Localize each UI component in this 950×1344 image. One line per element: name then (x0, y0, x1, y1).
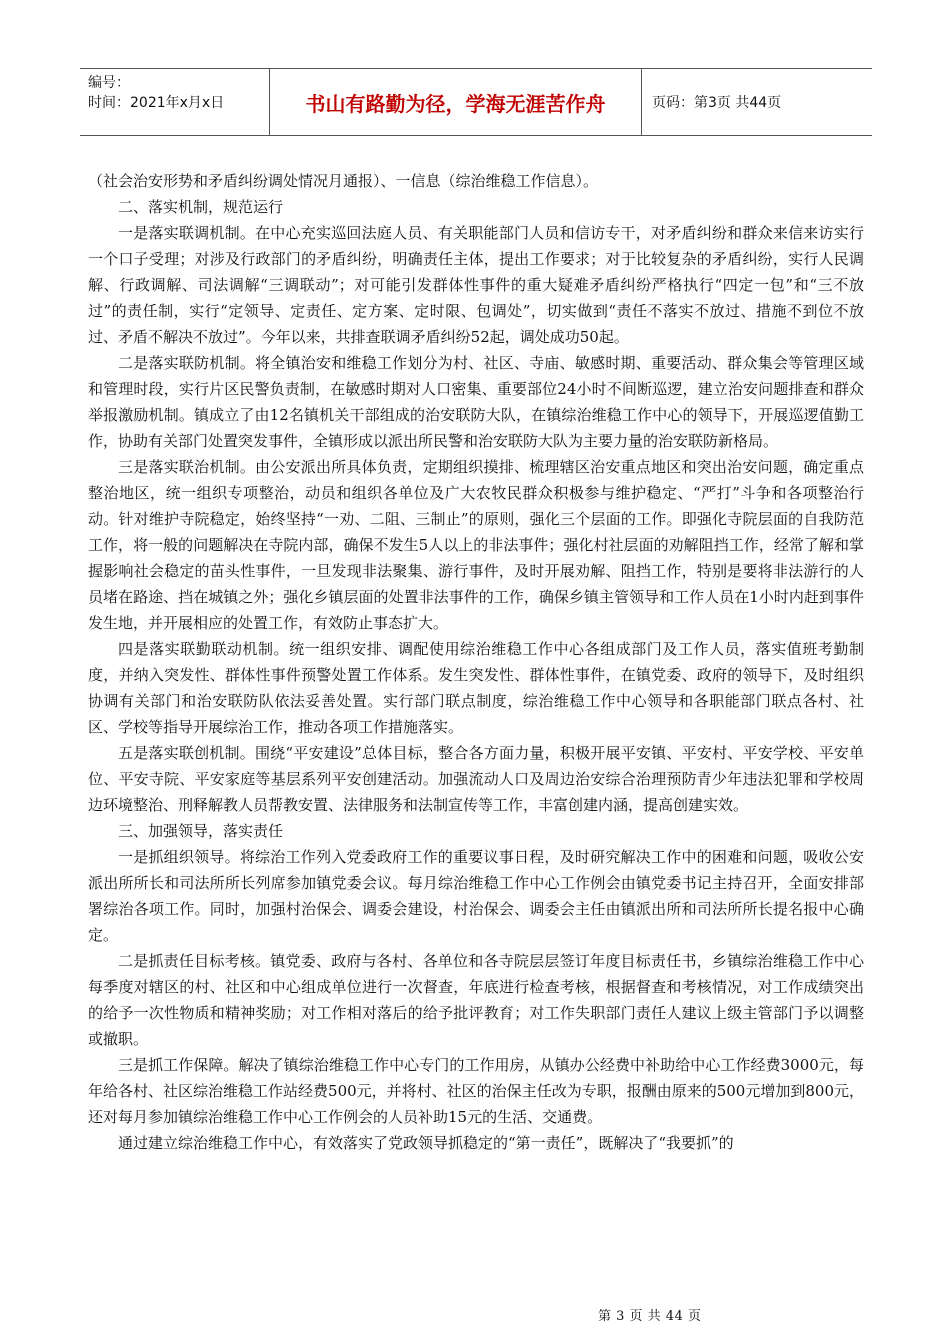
paragraph-continuation: （社会治安形势和矛盾纠纷调处情况月通报）、一信息（综治维稳工作信息）。 (88, 172, 599, 190)
paragraph: 四是落实联勤联动机制。统一组织安排、调配使用综治维稳工作中心各组成部门及工作人员，落实值班考勤制度，并纳入突发性、群体性事件预警处置工作体系。发生突发性、群体性事件，在镇党委、政府的领导下，及时组织协调有关部门和治安联防队依法妥善处置。实行部门联点制度，综治维稳工作中心领导和各职能部门联点各村、社区、学校等指导开展综治工作，推动各项工作措施落实。 (88, 640, 864, 736)
section-heading: 二、落实机制，规范运行 (118, 198, 284, 216)
header-meta (80, 69, 270, 135)
header-motto: 书山有路勤为径，学海无涯苦作舟 (270, 69, 642, 135)
document-body (88, 168, 864, 1156)
paragraph: 五是落实联创机制。围绕“平安建设”总体目标，整合各方面力量，积极开展平安镇、平安村、平安学校、平安单位、平安寺院、平安家庭等基层系列平安创建活动。加强流动人口及周边治安综合治理预防青少年违法犯罪和学校周边环境整治、刑释解教人员帮教安置、法律服务和法制宣传等工作，丰富创建内涵，提高创建实效。 (88, 744, 864, 814)
paragraph: 一是落实联调机制。在中心充实巡回法庭人员、有关职能部门人员和信访专干，对矛盾纠纷和群众来信来访实行一个口子受理；对涉及行政部门的矛盾纠纷，明确责任主体，提出工作要求；对于比较复杂的矛盾纠纷，实行人民调解、行政调解、司法调解“三调联动”；对可能引发群体性事件的重大疑难矛盾纠纷严格执行“四定一包”和“三不放过”的责任制，实行“定领导、定责任、定方案、定时限、包调处”，切实做到“责任不落实不放过、措施不到位不放过、矛盾不解决不放过”。今年以来，共排查联调矛盾纠纷52起，调处成功50起。 (88, 224, 864, 346)
paragraph: 三是抓工作保障。解决了镇综治维稳工作中心专门的工作用房，从镇办公经费中补助给中心工作经费3000元，每年给各村、社区综治维稳工作站经费500元，并将村、社区的治保主任改为专职，报酬由原来的500元增加到800元，还对每月参加镇综治维稳工作中心工作例会的人员补助15元的生活、交通费。 (88, 1056, 864, 1126)
document-header (80, 68, 872, 136)
document-time: 时间：2021年x月x日 (88, 95, 225, 111)
paragraph: 三是落实联治机制。由公安派出所具体负责，定期组织摸排、梳理辖区治安重点地区和突出治安问题，确定重点整治地区，统一组织专项整治，动员和组织各单位及广大农牧民群众积极参与维护稳定、“严打”斗争和各项整治行动。针对维护寺院稳定，始终坚持“一劝、二阻、三制止”的原则，强化三个层面的工作。即强化寺院层面的自我防范工作，将一般的问题解决在寺院内部，确保不发生5人以上的非法事件；强化村社层面的劝解阻挡工作，经常了解和掌握影响社会稳定的苗头性事件，一旦发现非法聚集、游行事件，及时开展劝解、阻挡工作，特别是要将非法游行的人员堵在路途、挡在城镇之外；强化乡镇层面的处置非法事件的工作，确保乡镇主管领导和工作人员在1小时内赶到事件发生地，并开展相应的处置工作，有效防止事态扩大。 (88, 458, 864, 632)
page-footer: 第 3 页 共 44 页 (598, 1309, 702, 1324)
paragraph: 二是落实联防机制。将全镇治安和维稳工作划分为村、社区、寺庙、敏感时期、重要活动、群众集会等管理区域和管理时段，实行片区民警负责制，在敏感时期对人口密集、重要部位24小时不间断巡逻，建立治安问题排查和群众举报激励机制。镇成立了由12名镇机关干部组成的治安联防大队，在镇综治维稳工作中心的领导下，开展巡逻值勤工作，协助有关部门处置突发事件，全镇形成以派出所民警和治安联防大队为主要力量的治安联防新格局。 (88, 354, 864, 450)
paragraph: 二是抓责任目标考核。镇党委、政府与各村、各单位和各寺院层层签订年度目标责任书，乡镇综治维稳工作中心每季度对辖区的村、社区和中心组成单位进行一次督查，年底进行检查考核，根据督查和考核情况，对工作成绩突出的给予一次性物质和精神奖励；对工作相对落后的给予批评教育；对工作失职部门责任人建议上级主管部门予以调整或撤职。 (88, 952, 864, 1048)
paragraph: 一是抓组织领导。将综治工作列入党委政府工作的重要议事日程，及时研究解决工作中的困难和问题，吸收公安派出所所长和司法所所长列席参加镇党委会议。每月综治维稳工作中心工作例会由镇党委书记主持召开，全面安排部署综治各项工作。同时，加强村治保会、调委会建设，村治保会、调委会主任由镇派出所和司法所所长提名报中心确定。 (88, 848, 864, 944)
section-heading: 三、加强领导，落实责任 (118, 822, 284, 840)
header-page-info: 页码：第3页 共44页 (652, 95, 782, 111)
paragraph: 通过建立综治维稳工作中心，有效落实了党政领导抓稳定的“第一责任”，既解决了“我要抓”的 (118, 1134, 734, 1152)
document-number: 编号： (88, 75, 130, 91)
